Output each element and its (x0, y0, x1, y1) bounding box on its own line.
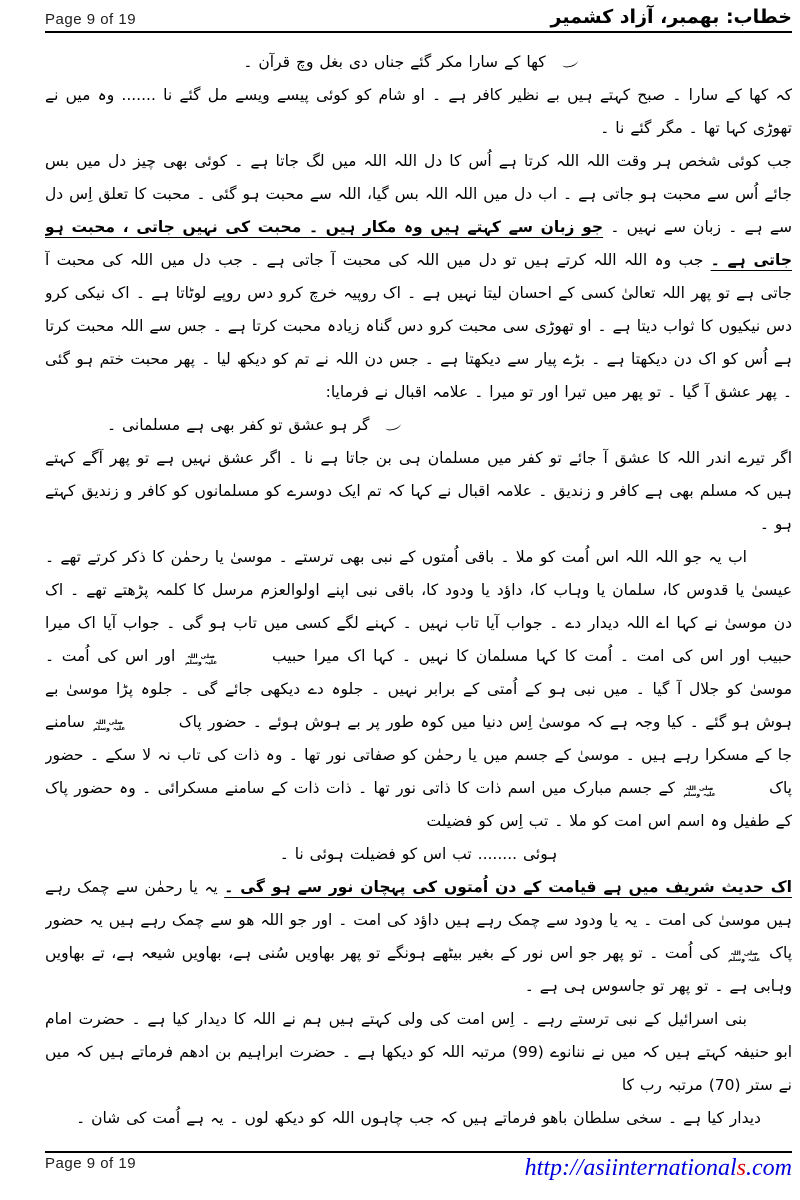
paragraph-3 (45, 442, 792, 541)
verse-top-text: کھا کے سارا مکر گئے جناں دی بغل وچ قرآن ۔ (243, 53, 546, 71)
paragraph-4-tail: ہوئی ........ تب اس کو فضیلت ہوئی نا ۔ (279, 845, 558, 863)
paragraph-6-tail: دیدار کیا ہے ۔ سخی سلطان باھو فرماتے ہیں کہ جب چاہوں اللہ کو دیکھ لوں ۔ یہ ہے اُمت کی شان ۔ (76, 1109, 761, 1127)
header-title-urdu: خطاب: بھمبر، آزاد کشمیر (550, 6, 792, 28)
body-text: اب یہ جو اللہ اللہ اس اُمت کو ملا ۔ باقی اُمتوں کے نبی بھی ترستے ۔ موسیٰ یا رحمٰن کا ذکر کرتے تھے ۔ عیسیٰ یا قدوس کا، سلمان یا وہاب کا، داؤد یا ودود کا، باقی نبی اپنے اولوالعزم مرسل کا کلمہ پڑھتے تھے ۔ اک دن موسیٰ نے کہا اے اللہ دیدار دے ۔ جواب آیا تاب نہیں ۔ کہنے لگے کسی میں تاب ہو گی ۔ جواب آیا اک میرا حبیب اور اس کی امت ۔ اُمت کا کہا مسلمان کا نہیں ۔ کہا اک میرا حبیب (45, 548, 792, 665)
emphasized-text: جو زبان سے کہتے ہیں وہ مکار ہیں ۔ محبت کی نہیں جاتی ، محبت ہو جاتی ہے ۔ (45, 218, 792, 269)
verse-iqbal-text: گر ہو عشق تو کفر بھی ہے مسلمانی ۔ (107, 416, 370, 434)
body-text: اور اس کی اُمت ۔ موسیٰ کو جلال آ گیا ۔ میں نبی ہو کے اُمتی کے برابر نہیں ۔ جلوہ دے دیکھی جائے گی ۔ جلوہ پڑا موسیٰ بے ہوش ہو گئے ۔ کیا وجہ ہے کہ موسیٰ اِس دنیا میں کوہ طور پر بے ہوش ہوئے ۔ حضور پاک (45, 647, 792, 731)
body-text: سامنے جا کے مسکرا رہے ہیں ۔ موسیٰ کے جسم میں یا رحمٰن کو صفاتی نور تھا ۔ وہ ذات کی تاب نہ لا سکے ۔ حضور پاک (45, 713, 792, 797)
emphasized-text: اک حدیث شریف میں ہے قیامت کے دن اُمتوں کی پہچان نور سے ہو گی ۔ (224, 878, 792, 896)
body-text: جب کوئی شخص ہر وقت اللہ اللہ کرتا ہے اُس کا دل اللہ اللہ میں لگ جاتا ہے ۔ کوئی بھی چیز دل میں بس جائے اُس سے محبت ہو جاتی ہے ۔ اب دل میں اللہ اللہ بس گیا، اللہ سے محبت ہو گئی ۔ محبت کا تعلق اِس دل سے ہے ۔ زبان سے نہیں ۔ (45, 152, 792, 236)
pbuh-seal: صلی اللہ علیہ وسلم (93, 718, 126, 732)
footer-page-number: Page 9 of 19 (45, 1155, 137, 1172)
paragraph-2 (45, 145, 792, 409)
paragraph-5 (45, 871, 792, 1003)
paragraph-6 (45, 1003, 792, 1102)
body-text: جب وہ اللہ اللہ کرتے ہیں تو دل میں اللہ کی محبت آ جاتی ہے ۔ جب دل میں اللہ کی محبت آ جاتی ہے تو پھر اللہ تعالیٰ کسی کے احسان لیتا نہیں ہے ۔ اک روپیہ خرچ کرو دس روپے لوٹاتا ہے ۔ اک نیکی کرو دس نیکیوں کا ثواب دیتا ہے ۔ او تھوڑی سی محبت کرو دس گناہ زیادہ محبت کرتا ہے ۔ جس سے اللہ محبت کرتا ہے اُس کو اک دن دیکھتا ہے ۔ بڑے پیار سے دیکھتا ہے ۔ جس دن اللہ نے تم کو دیکھ لیا ۔ پھر محبت ختم ہو گئی ۔ پھر عشق آ گیا ۔ تو پھر میں تیرا اور تو میرا ۔ علامہ اقبال نے فرمایا: (45, 251, 792, 401)
page-footer (45, 1151, 792, 1181)
body-text: کے جسم مبارک میں اسم ذات کا ذاتی نور تھا ۔ ذات ذات کے سامنے مسکرائی ۔ وہ حضور پاک کے طفیل وہ اسم اس امت کو ملا ۔ تب اِس کو فضیلت (45, 779, 792, 830)
verse-marker-icon (561, 57, 578, 69)
verse-line-top (45, 46, 792, 79)
verse-line-iqbal (45, 409, 792, 442)
paragraph-1 (45, 79, 792, 145)
document-body (45, 46, 792, 1146)
body-text: یہ یا رحمٰن سے چمک رہے ہیں موسیٰ کی امت ۔ یہ یا ودود سے چمک رہے ہیں داؤد کی امت ۔ اور جو اللہ ھو سے چمک رہے ہیں یہ حضور پاک (45, 878, 792, 962)
pbuh-seal: صلی اللہ علیہ وسلم (728, 949, 761, 963)
verse-marker-icon (385, 420, 402, 432)
url-prefix: http://asiinternational (524, 1155, 737, 1181)
page-header (45, 6, 792, 33)
footer-url-link[interactable] (525, 1155, 792, 1181)
pbuh-seal: صلی اللہ علیہ وسلم (683, 784, 716, 798)
header-page-number: Page 9 of 19 (45, 11, 137, 28)
url-suffix: .com (746, 1155, 792, 1181)
body-text: اگر تیرے اندر اللہ کا عشق آ جائے تو کفر میں مسلمان ہی بن جاتا ہے نا ۔ اگر عشق نہیں ہے تو پھر آگے کہتے ہیں کہ مسلم بھی ہے کافر و زندیق ۔ علامہ اقبال نے کہا کہ تم ایک دوسرے کو مسلمانوں کو کافر و زندیق کہتے ہو ۔ (45, 449, 792, 533)
body-text: کہ کھا کے سارا ۔ صبح کہتے ہیں بے نظیر کافر ہے ۔ او شام کو کوئی پیسے ویسے مل گئے نا ....... وہ میں نے تھوڑی کہا تھا ۔ مگر گئے نا ۔ (45, 86, 792, 137)
pbuh-seal: صلی اللہ علیہ وسلم (184, 652, 218, 666)
paragraph-4 (45, 541, 792, 838)
url-accent-letter: s (736, 1155, 747, 1181)
body-text: کی اُمت ۔ تو پھر جو اس نور کے بغیر بیٹھے ہونگے تو پھر بھاویں سُنی ہے، بھاویں شیعہ ہے، تے بھاویں وہابی ہے ۔ تو پھر تو جاسوس ہی ہے ۔ (45, 944, 792, 995)
body-text: بنی اسرائیل کے نبی ترستے رہے ۔ اِس امت کی ولی کہتے ہیں ہم نے اللہ کا دیدار کیا ہے ۔ حضرت امام ابو حنیفہ کہتے ہیں کہ میں نے ننانوے ‎(99)‎ مرتبہ اللہ کو دیکھا ہے ۔ حضرت ابراہیم بن ادھم فرماتے ہیں کہ میں نے ستر ‎(70)‎ مرتبہ رب کا (45, 1010, 792, 1094)
